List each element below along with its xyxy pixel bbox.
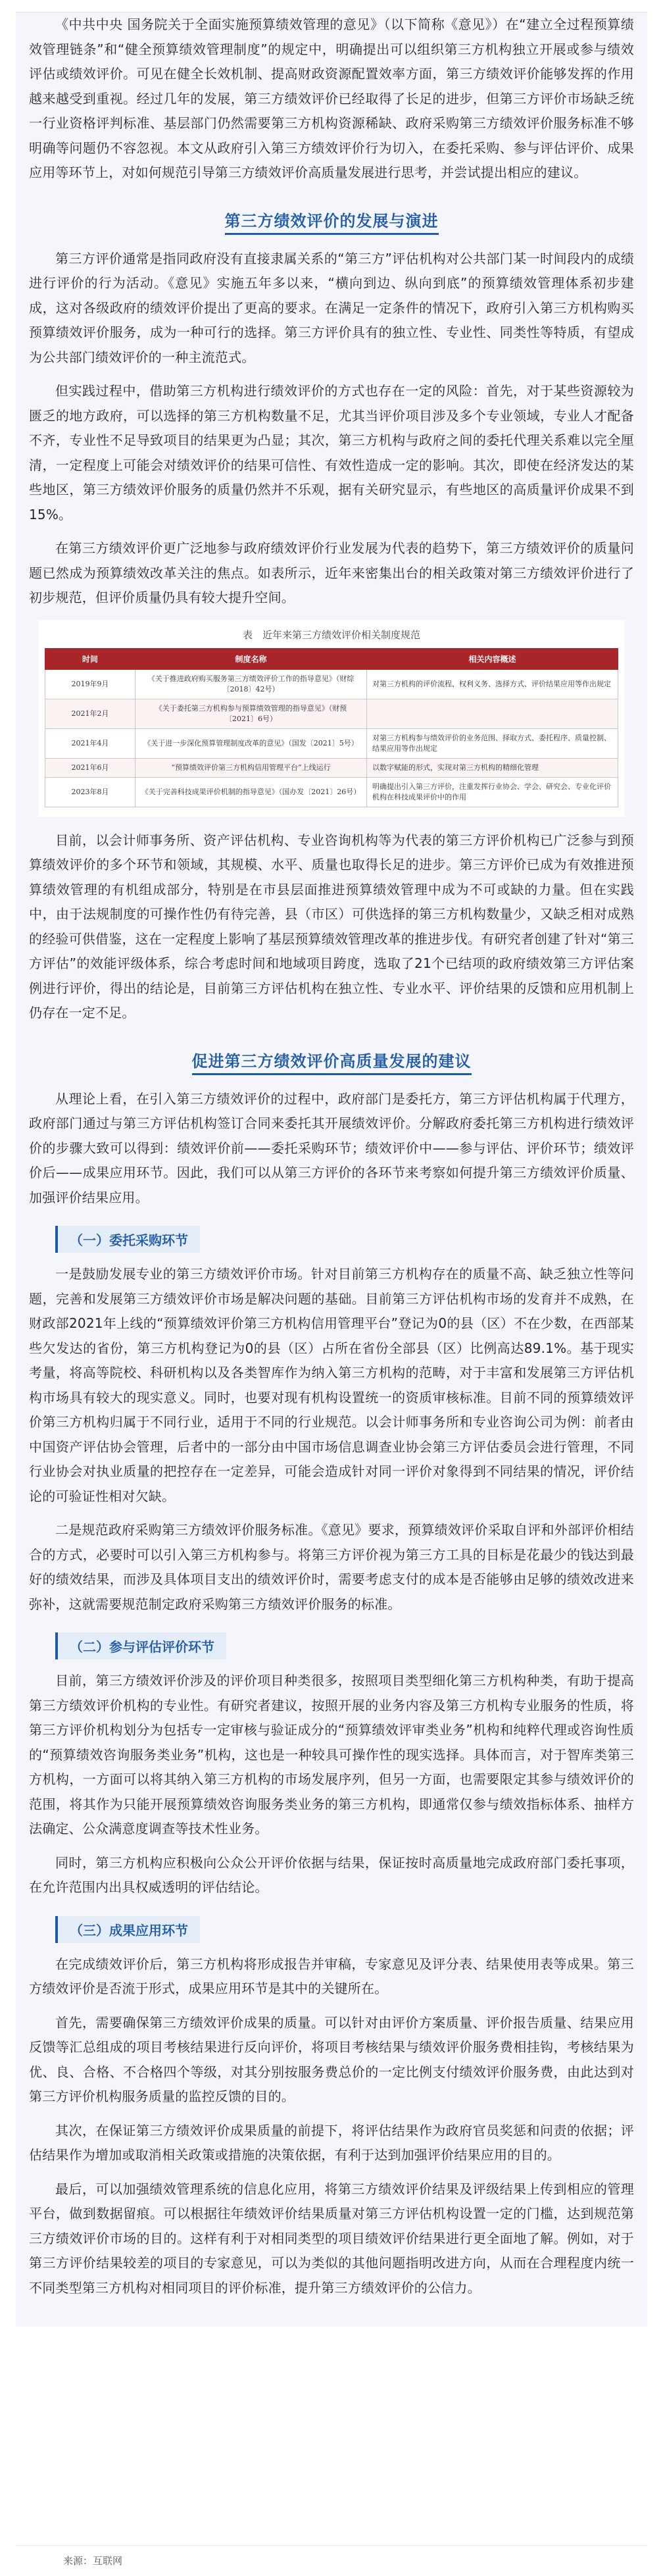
subheading-evaluation: （二）参与评估评价环节 <box>55 1632 226 1659</box>
policy-table <box>45 648 618 807</box>
table-row <box>45 699 618 728</box>
article-body <box>16 12 647 2327</box>
cell-date: 2021年6月 <box>45 758 135 777</box>
paragraph: 其次，在保证第三方绩效评价成果质量的前提下，将评估结果作为政府官员奖惩和问责的依据；评估结果作为增加或取消相关政策或措施的决策依据，有利于达到加强评价结果应用的目的。 <box>29 2122 634 2163</box>
section-heading-suggestions: 促进第三方绩效评价高质量发展的建议 <box>29 1048 634 1071</box>
cell-date: 2021年4月 <box>45 728 135 758</box>
paragraph: 同时，第三方机构应积极向公众公开评价依据与结果，保证按时高质量地完成政府部门委托事项，在允许范围内出具权威透明的评估结论。 <box>29 1854 634 1895</box>
subheading-application: （三）成果应用环节 <box>55 1916 200 1943</box>
table-row <box>45 777 618 807</box>
paragraph: 目前，以会计师事务所、资产评估机构、专业咨询机构等为代表的第三方评价机构已广泛参与到预算绩效评价的多个环节和领域，其规模、水平、质量也取得长足的进步。第三方评价已成为有效推进预算绩效管理的有机组成部分，特别是在市县层面推进预算绩效管理中成为不可或缺的力量。但在实践中，由于法规制度的可操作性仍有待完善，县（市区）可供选择的第三方机构数量少，又缺乏相对成熟的经验可供借鉴，这在一定程度上影响了基层预算绩效管理改革的推进步伐。有研究者创建了针对“第三方评估”的效能评级体系，综合考虑时间和地域项目跨度，选取了21个已结项的政府绩效第三方评估案例进行评价，得出的结论是，目前第三方评估机构在独立性、专业水平、评价结果的反馈和应用机制上仍存在一定不足。 <box>29 832 634 1021</box>
intro-section <box>29 13 634 186</box>
table-header-row <box>45 648 618 669</box>
cell-name: 《关于委托第三方机构参与预算绩效管理的指导意见》（财预〔2021〕6号） <box>135 699 367 728</box>
paragraph: 第三方评价通常是指同政府没有直接隶属关系的“第三方”评估机构对公共部门某一时间段内的成绩进行评价的行为活动。《意见》实施五年多以来，“横向到边、纵向到底”的预算绩效管理体系初步建成，这对各级政府的绩效评价提出了更高的要求。在满足一定条件的情况下，政府引入第三方机构购买预算绩效评价服务，成为一种可行的选择。第三方评价具有的独立性、专业性、同类性等特质，有望成为公共部门绩效评价的一种主流范式。 <box>29 250 634 365</box>
cell-summary: 对第三方机构参与绩效评价的业务范围、择取方式、委托程序、质量控制、结果应用等作出规定 <box>367 728 618 758</box>
policy-table-figure <box>38 620 625 817</box>
intro-paragraph: 《中共中央 国务院关于全面实施预算绩效管理的意见》（以下简称《意见》）在“建立全过程预算绩效管理链条”和“健全预算绩效管理制度”的规定中，明确提出可以组织第三方机构独立开展或参与绩效评估或绩效评价。可见在健全长效机制、提高财政资源配置效率方面，第三方绩效评价能够发挥的作用越来越受到重视。经过几年的发展，第三方绩效评价已经取得了长足的进步，但第三方评价市场缺乏统一行业资格评判标准、基层部门仍然需要第三方机构资源稀缺、政府采购第三方绩效评价服务标准不够明确等问题仍不容忽视。本文从政府引入第三方绩效评价行为切入，在委托采购、参与评估评价、成果应用等环节上，对如何规范引导第三方绩效评价高质量发展进行思考，并尝试提出相应的建议。 <box>29 16 634 180</box>
paragraph: 二是规范政府采购第三方绩效评价服务标准。《意见》要求，预算绩效评价采取自评和外部评价相结合的方式，必要时可以引入第三方机构参与。将第三方评价视为第三方工具的目标是花最少的钱达到最好的绩效结果，而涉及具体项目支出的绩效评价时，需要考虑支付的成本是否能够由足够的绩效改进来弥补，这就需要规范制定政府采购第三方绩效评价服务的标准。 <box>29 1522 634 1612</box>
cell-name: 《关于完善科技成果评价机制的指导意见》（国办发〔2021〕26号） <box>135 777 367 807</box>
cell-summary: 对第三方机构的评价流程、权利义务、选择方式、评价结果应用等作出规定 <box>367 669 618 699</box>
paragraph: 一是鼓励发展专业的第三方绩效评价市场。针对目前第三方机构存在的质量不高、缺乏独立性等问题，完善和发展第三方绩效评价市场是解决问题的基础。目前第三方评估机构市场的发育并不成熟，在财政部2021年上线的“预算绩效评价第三方机构信用管理平台”登记为0的县（区）不在少数，在西部某些欠发达的省份，第三方机构登记为0的县（区）占所在省份全部县（区）比例高达89.1%。基于现实考量，将高等院校、科研机构以及各类智库作为纳入第三方机构的范畴，对于丰富和发展第三方评估机构市场具有较大的现实意义。同时，也要对现有机构设置统一的资质审核标准。目前不同的预算绩效评价第三方机构归属于不同行业，适用于不同的行业规范。以会计师事务所和专业咨询公司为例：前者由中国资产评估协会管理，后者中的一部分由中国市场信息调查业协会第三方评估委员会进行管理，不同行业协会对执业质量的把控存在一定差异，可能会造成针对同一评价对象得到不同结果的情况，评价结论的可验证性相对欠缺。 <box>29 1266 634 1504</box>
cell-name: 《关于进一步深化预算管理制度改革的意见》（国发〔2021〕5号） <box>135 728 367 758</box>
source-label: 来源：互联网 <box>16 2545 647 2575</box>
header-summary: 相关内容概述 <box>367 648 618 669</box>
header-date: 时间 <box>45 648 135 669</box>
paragraph: 目前，第三方绩效评价涉及的评价项目种类很多，按照项目类型细化第三方机构种类，有助于提高第三方绩效评价机构的专业性。有研究者建议，按照开展的业务内容及第三方机构专业服务的性质，将第三方评价机构划分为包括专一定审核与验证成分的“预算绩效评审类业务”机构和纯粹代理或咨询性质的“预算绩效咨询服务类业务”机构，这也是一种较具可操作性的现实选择。具体而言，对于智库类第三方机构，一方面可以将其纳入第三方机构的市场发展序列，但另一方面，也需要限定其参与绩效评价的范围，将其作为只能开展预算绩效咨询服务类业务的第三方机构，即通常仅参与绩效指标体系、抽样方法确定、公众满意度调查等技术性业务。 <box>29 1673 634 1836</box>
cell-summary <box>367 699 618 728</box>
cell-date: 2023年8月 <box>45 777 135 807</box>
cell-name: 《关于推进政府购买服务第三方绩效评价工作的指导意见》（财综〔2018〕42号） <box>135 669 367 699</box>
table-row <box>45 728 618 758</box>
cell-name: “预算绩效评价第三方机构信用管理平台”上线运行 <box>135 758 367 777</box>
cell-summary: 以数字赋能的形式，实现对第三方机构的精细化管理 <box>367 758 618 777</box>
paragraph: 最后，可以加强绩效管理系统的信息化应用，将第三方绩效评价结果及评级结果上传到相应的管理平台，做到数据留痕。可以根据往年绩效评价结果质量对第三方评估机构设置一定的门槛，达到规范第三方绩效评价市场的目的。这样有利于对相同类型的项目绩效评价结果进行更全面地了解。例如，对于第三方评价结果较差的项目的专家意见，可以为类似的其他问题指明改进方向，从而在合理程度内统一不同类型第三方机构对相同项目的评价标准，提升第三方绩效评价的公信力。 <box>29 2181 634 2296</box>
table-row <box>45 758 618 777</box>
cell-summary: 明确提出引入第三方评价，注重发挥行业协会、学会、研究会、专业化评价机构在科技成果评价中的作用 <box>367 777 618 807</box>
paragraph: 但实践过程中，借助第三方机构进行绩效评价的方式也存在一定的风险：首先，对于某些资源较为匮乏的地方政府，可以选择的第三方机构数量不足，尤其当评价项目涉及多个专业领域，专业人才配备不齐，专业性不足导致项目的结果更为凸显；其次，第三方机构与政府之间的委托代理关系难以完全厘清，一定程度上可能会对绩效评价的结果可信性、有效性造成一定的影响。其次，即使在经济发达的某些地区，第三方绩效评价服务的质量仍然并不乐观，据有关研究显示，有些地区的高质量评价成果不到15%。 <box>29 383 634 522</box>
section-heading-development: 第三方绩效评价的发展与演进 <box>29 208 634 231</box>
paragraph: 在完成绩效评价后，第三方机构将形成报告并审稿，专家意见及评分表、结果使用表等成果。第三方绩效评价是否流于形式，成果应用环节是其中的关键所在。 <box>29 1956 634 1996</box>
cell-date: 2021年2月 <box>45 699 135 728</box>
paragraph: 从理论上看，在引入第三方绩效评价的过程中，政府部门是委托方，第三方评估机构属于代理方，政府部门通过与第三方评估机构签订合同来委托其开展绩效评价。分解政府委托第三方机构进行绩效评价的步骤大致可以得到：绩效评价前——委托采购环节；绩效评价中——参与评估、评价环节；绩效评价后——成果应用环节。因此，我们可以从第三方评价的各环节来考察如何提升第三方绩效评价质量、加强评价结果应用。 <box>29 1090 634 1205</box>
header-name: 制度名称 <box>135 648 367 669</box>
cell-date: 2019年9月 <box>45 669 135 699</box>
table-caption: 表 近年来第三方绩效评价相关制度规范 <box>242 628 420 641</box>
table-row <box>45 669 618 699</box>
subheading-procurement: （一）委托采购环节 <box>55 1226 200 1253</box>
paragraph: 首先，需要确保第三方绩效评价成果的质量。可以针对由评价方案质量、评价报告质量、结果应用反馈等汇总组成的项目考核结果进行反向评价，将项目考核结果与绩效评价服务费相挂钩，考核结果为优、良、合格、不合格四个等级，对其分别按服务费总价的一定比例支付绩效评价服务费，由此达到对第三方评价机构服务质量的监控反馈的目的。 <box>29 2014 634 2104</box>
paragraph: 在第三方绩效评价更广泛地参与政府绩效评价行业发展为代表的趋势下，第三方绩效评价的质量问题已然成为预算绩效改革关注的焦点。如表所示，近年来密集出台的相关政策对第三方绩效评价进行了初步规范，但评价质量仍具有较大提升空间。 <box>29 540 634 605</box>
